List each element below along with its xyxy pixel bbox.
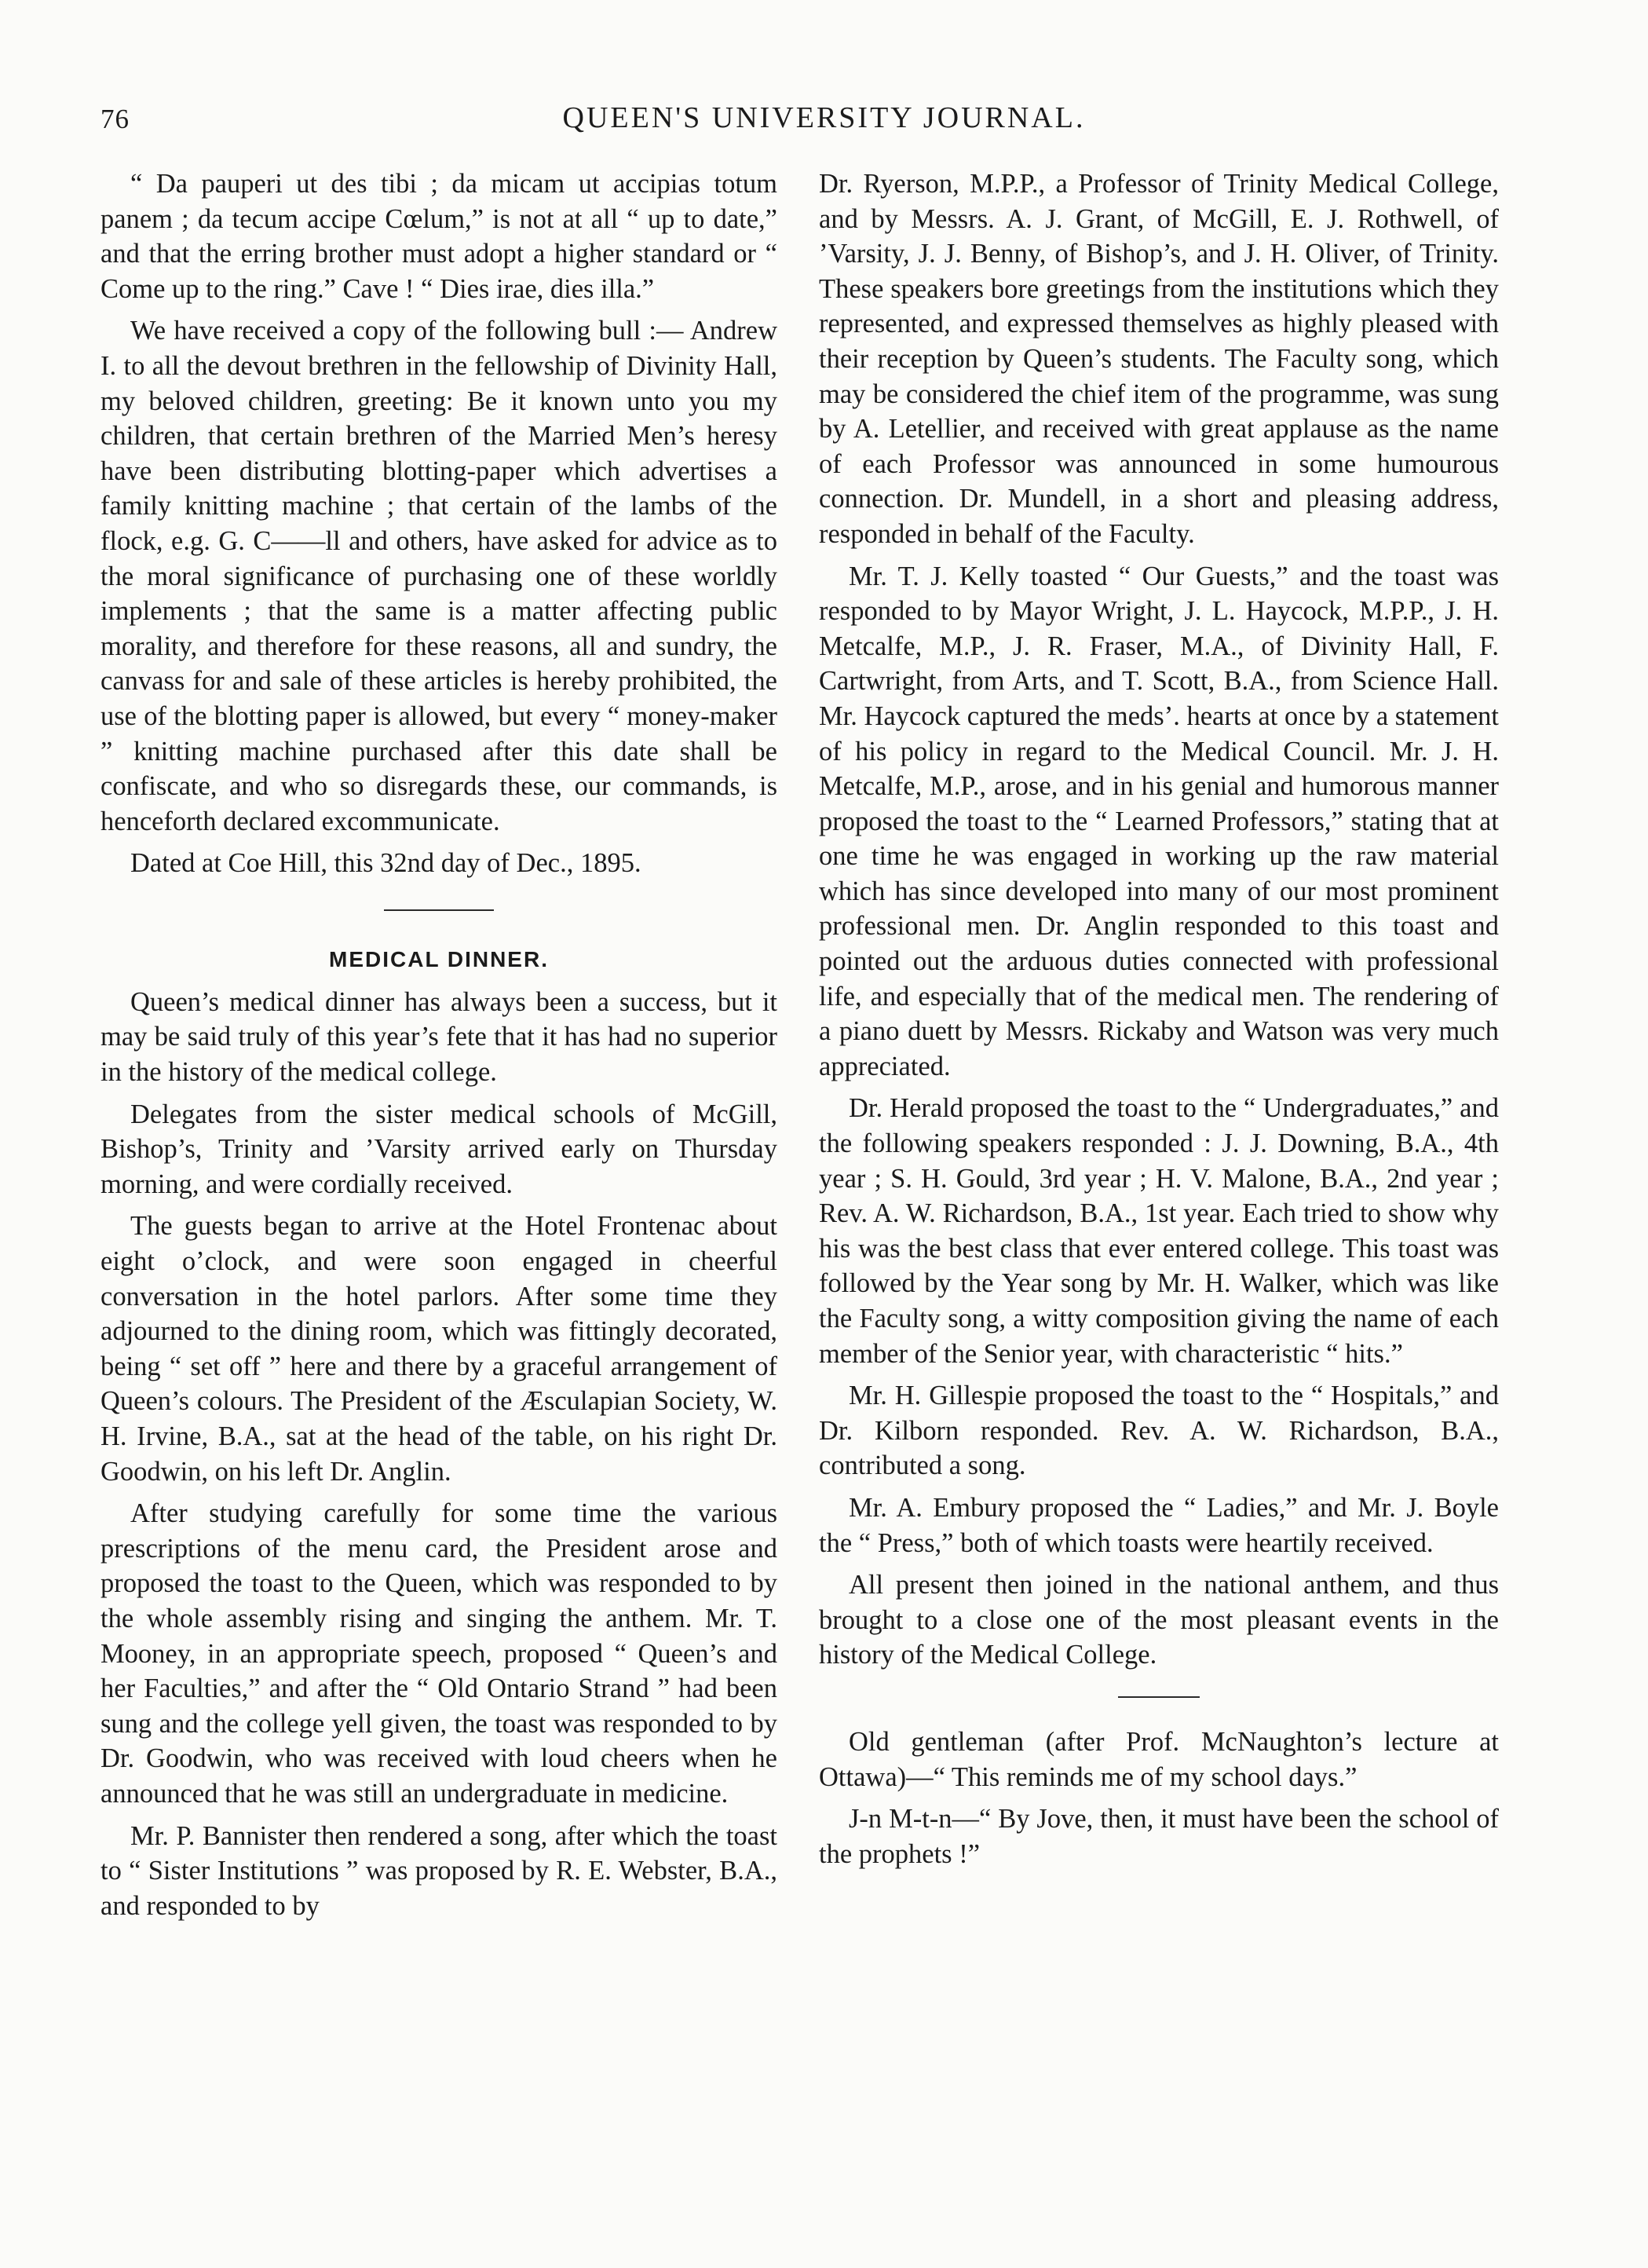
paragraph: J-n M-t-n—“ By Jove, then, it must have been the school of the prophets !” <box>819 1804 1499 1869</box>
right-column <box>819 166 1499 1878</box>
paragraph: Delegates from the sister medical schools of McGill, Bishop’s, Trinity and ’Varsity arrived early on Thursday morning, and were cordially received. <box>100 1099 777 1199</box>
paragraph: Mr. A. Embury proposed the “ Ladies,” and Mr. J. Boyle the “ Press,” both of which toasts were heartily received. <box>819 1492 1499 1558</box>
paragraph: We have received a copy of the following bull :— Andrew I. to all the devout brethren in the fellowship of Divinity Hall, my beloved children, greeting: Be it known unto you my children, that certain brethren of the Married Men’s heresy have been distributing blotting-paper which advertises a family knitting machine ; that certain of the lambs of the flock, e.g. G. C——ll and others, have asked for advice as to the moral significance of purchasing one of these worldly implements ; that the same is a matter affecting public morality, and therefore for these reasons, all and sundry, the canvass for and sale of these articles is hereby prohibited, the use of the blotting paper is allowed, but every “ money-maker ” knitting machine purchased after this date shall be confiscate, and who so disregards these, our commands, is henceforth declared excommunicate. <box>100 316 777 836</box>
paragraph: “ Da pauperi ut des tibi ; da micam ut accipias totum panem ; da tecum accipe Cœlum,” is not at all “ up to date,” and that the erring brother must adopt a higher standard or “ Come up to the ring.” Cave ! “ Dies irae, dies illa.” <box>100 169 777 304</box>
section-divider <box>1118 1696 1200 1698</box>
section-heading: MEDICAL DINNER. <box>329 946 549 971</box>
paragraph: After studying carefully for some time the various prescriptions of the menu card, the President arose and proposed the toast to the Queen, which was responded to by the whole assembly rising and singing the anthem. Mr. T. Mooney, in an appropriate speech, proposed “ Queen’s and her Faculties,” and after the “ Old Ontario Strand ” had been sung and the college yell given, the toast was responded to by Dr. Goodwin, who was received with loud cheers when he announced that he was still an undergraduate in medicine. <box>100 1498 777 1809</box>
paragraph: Queen’s medical dinner has always been a success, but it may be said truly of this year’s fete that it has had no superior in the history of the medical college. <box>100 986 777 1088</box>
paragraph: Mr. H. Gillespie proposed the toast to the “ Hospitals,” and Dr. Kilborn responded. Rev. A. W. Richardson, B.A., contributed a song. <box>819 1381 1499 1481</box>
paragraph: Old gentleman (after Prof. McNaughton’s lecture at Ottawa)—“ This reminds me of my school days.” <box>819 1726 1499 1792</box>
paragraph: Dr. Ryerson, M.P.P., a Professor of Trinity Medical College, and by Messrs. A. J. Grant, of McGill, E. J. Rothwell, of ’Varsity, J. J. Benny, of Bishop’s, and J. H. Oliver, of Trinity. These speakers bore greetings from the institutions which they represented, and expressed themselves as highly pleased with their reception by Queen’s students. The Faculty song, which may be considered the chief item of the programme, was sung by A. Letellier, and received with great applause as the name of each Professor was announced in some humourous connection. Dr. Mundell, in a short and pleasing address, responded in behalf of the Faculty. <box>819 169 1499 549</box>
page-number: 76 <box>100 104 130 134</box>
paragraph: Mr. P. Bannister then rendered a song, after which the toast to “ Sister Institutions ” was proposed by R. E. Webster, B.A., and responded to by <box>100 1820 777 1921</box>
section-divider <box>384 909 494 911</box>
paragraph: All present then joined in the national anthem, and thus brought to a close one of the most pleasant events in the history of the Medical College. <box>819 1570 1499 1670</box>
paragraph: The guests began to arrive at the Hotel Frontenac about eight o’clock, and were soon engaged in cheerful conversation in the hotel parlors. After some time they adjourned to the dining room, which was fittingly decorated, being “ set off ” here and there by a graceful arrangement of Queen’s colours. The President of the Æsculapian Society, W. H. Irvine, B.A., sat at the head of the table, on his right Dr. Goodwin, on his left Dr. Anglin. <box>100 1211 777 1487</box>
left-column <box>100 166 777 1930</box>
paragraph: Dated at Coe Hill, this 32nd day of Dec., 1895. <box>130 848 641 879</box>
paragraph: Mr. T. J. Kelly toasted “ Our Guests,” and the toast was responded to by Mayor Wright, J. L. Haycock, M.P.P., J. H. Metcalfe, M.P., J. R. Fraser, M.A., of Divinity Hall, F. Cartwright, from Arts, and T. Scott, B.A., from Science Hall. Mr. Haycock captured the meds’. hearts at once by a statement of his policy in regard to the Medical Council. Mr. J. H. Metcalfe, M.P., arose, and in his genial and humorous manner proposed the toast to the “ Learned Professors,” stating that at one time he was engaged in working up the raw material which has since developed into many of our most prominent professional men. Dr. Anglin responded to this toast and pointed out the arduous duties connected with professional life, and especially that of the medical men. The rendering of a piano duett by Messrs. Rickaby and Watson was very much appreciated. <box>819 561 1500 1081</box>
running-title: QUEEN'S UNIVERSITY JOURNAL. <box>562 101 1086 134</box>
paragraph: Dr. Herald proposed the toast to the “ Undergraduates,” and the following speakers responded : J. J. Downing, B.A., 4th year ; S. H. Gould, 3rd year ; H. V. Malone, B.A., 2nd year ; Rev. A. W. Richardson, B.A., 1st year. Each tried to show why his was the best class that ever entered college. This toast was followed by the Year song by Mr. H. Walker, which was like the Faculty song, a witty composition giving the name of each member of the Senior year, with characteristic “ hits.” <box>819 1093 1499 1369</box>
